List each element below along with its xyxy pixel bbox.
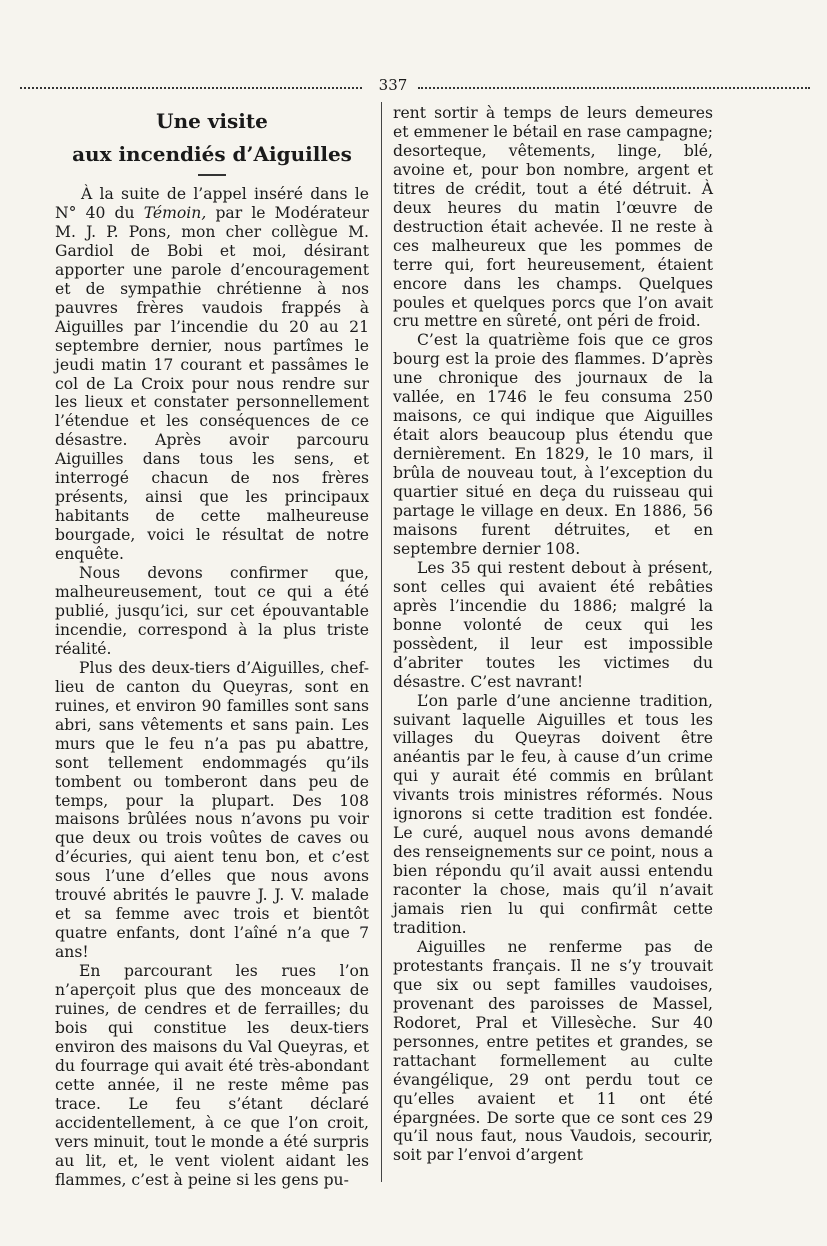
paragraph-2: Nous devons confirmer que, malheureusement, tout ce qui a été publié, jusqu’ici, sur cet épouvantable incendie, correspond à la plus triste réalité. — [55, 564, 369, 658]
newspaper-name: Témoin, — [143, 203, 207, 222]
left-column — [55, 104, 369, 1190]
header-rule-right — [418, 87, 810, 89]
page-header — [20, 76, 810, 96]
paragraph-1-text-a: À la suite de l’appel inséré dans le N° 40 du — [55, 185, 369, 222]
column-divider — [381, 102, 382, 1182]
article-title-line2: aux incendiés d’Aiguilles — [72, 142, 352, 166]
paragraph-5: rent sortir à temps de leurs demeures et emmener le bétail en rase campagne; desorteque, vêtements, linge, blé, avoine et, pour bon nombre, argent et titres de crédit, tout a été détruit. À deux heures du matin l’œuvre de destruction était achevée. Il ne reste à ces malheureux que les pommes de terre qui, fort heureusement, étaient encore dans les champs. Quelques poules et quelques porcs que l’on avait cru mettre en sûreté, ont péri de froid. — [393, 104, 713, 331]
header-rule-left — [20, 87, 362, 89]
title-separator — [198, 174, 226, 176]
paragraph-7: Les 35 qui restent debout à présent, sont celles qui avaient été rebâties après l’incendie du 1886; malgré la bonne volonté de ceux qui les possèdent, il leur est impossible d’abriter toutes les victimes du désastre. C’est navrant! — [393, 558, 713, 691]
article-title-line1: Une visite — [156, 109, 268, 133]
paragraph-1-text-b: par le Modérateur M. J. P. Pons, mon cher collègue M. Gardiol de Bobi et moi, désirant apporter une parole d’encouragement et de sympathie chrétienne à nos pauvres frères vaudois frappés à Aiguilles par l’incendie du 20 au 21 septembre dernier, nous partîmes le jeudi matin 17 courant et passâmes le col de La Croix pour nous rendre sur les lieux et constater personnellement l’étendue et les conséquences de ce désastre. Après avoir parcouru Aiguilles dans tous les sens, et interrogé chacun de nos frères présents, ainsi que les principaux habitants de cette malheureuse bourgade, voici le résultat de notre enquête. — [55, 203, 369, 564]
paragraph-1 — [55, 185, 369, 564]
page-number: 337 — [378, 76, 408, 94]
paragraph-6: C’est la quatrième fois que ce gros bourg est la proie des flammes. D’après une chronique des journaux de la vallée, en 1746 le feu consuma 250 maisons, ce qui indique que Aiguilles était alors beaucoup plus étendu que dernièrement. En 1829, le 10 mars, il brûla de nouveau tout, à l’exception du quartier situé en deça du ruisseau qui partage le village en deux. En 1886, 56 maisons furent détruites, et en septembre dernier 108. — [393, 331, 713, 558]
right-column — [393, 104, 713, 1165]
paragraph-3: Plus des deux-tiers d’Aiguilles, chef-lieu de canton du Queyras, sont en ruines, et environ 90 familles sont sans abri, sans vêtements et sans pain. Les murs que le feu n’a pas pu abattre, sont tellement endommagés qu’ils tombent ou tomberont dans peu de temps, pour la plupart. Des 108 maisons brûlées nous n’avons pu voir que deux ou trois voûtes de caves ou d’écuries, qui aient tenu bon, et c’est sous l’une d’elles que nous avons trouvé abrités le pauvre J. J. V. malade et sa femme avec trois et bientôt quatre enfants, dont l’aîné n’a que 7 ans! — [55, 658, 369, 962]
paragraph-8: L’on parle d’une ancienne tradition, suivant laquelle Aiguilles et tous les villages du Queyras doivent être anéantis par le feu, à cause d’un crime qui y aurait été commis en brûlant vivants trois ministres réformés. Nous ignorons si cette tradition est fondée. Le curé, auquel nous avons demandé des renseignements sur ce point, nous a bien répondu qu’il avait aussi entendu raconter la chose, mais qu’il n’avait jamais rien lu qui confirmât cette tradition. — [393, 691, 713, 937]
paragraph-9: Aiguilles ne renferme pas de protestants français. Il ne s’y trouvait que six ou sept familles vaudoises, provenant des paroisses de Massel, Rodoret, Pral et Villesèche. Sur 40 personnes, entre petites et grandes, se rattachant formellement au culte évangélique, 29 ont perdu tout ce qu’elles avaient et 11 ont été épargnées. De sorte que ce sont ces 29 qu’il nous faut, nous Vaudois, secourir, soit par l’envoi d’argent — [393, 937, 713, 1165]
paragraph-4: En parcourant les rues l’on n’aperçoit plus que des monceaux de ruines, de cendres et de ferrailles; du bois qui constitue les deux-tiers environ des maisons du Val Queyras, et du fourrage qui avait été très-abondant cette année, il ne reste même pas trace. Le feu s’étant déclaré accidentellement, à ce que l’on croit, vers minuit, tout le monde a été surpris au lit, et, le vent violent aidant les flammes, c’est à peine si les gens pu- — [55, 962, 369, 1189]
